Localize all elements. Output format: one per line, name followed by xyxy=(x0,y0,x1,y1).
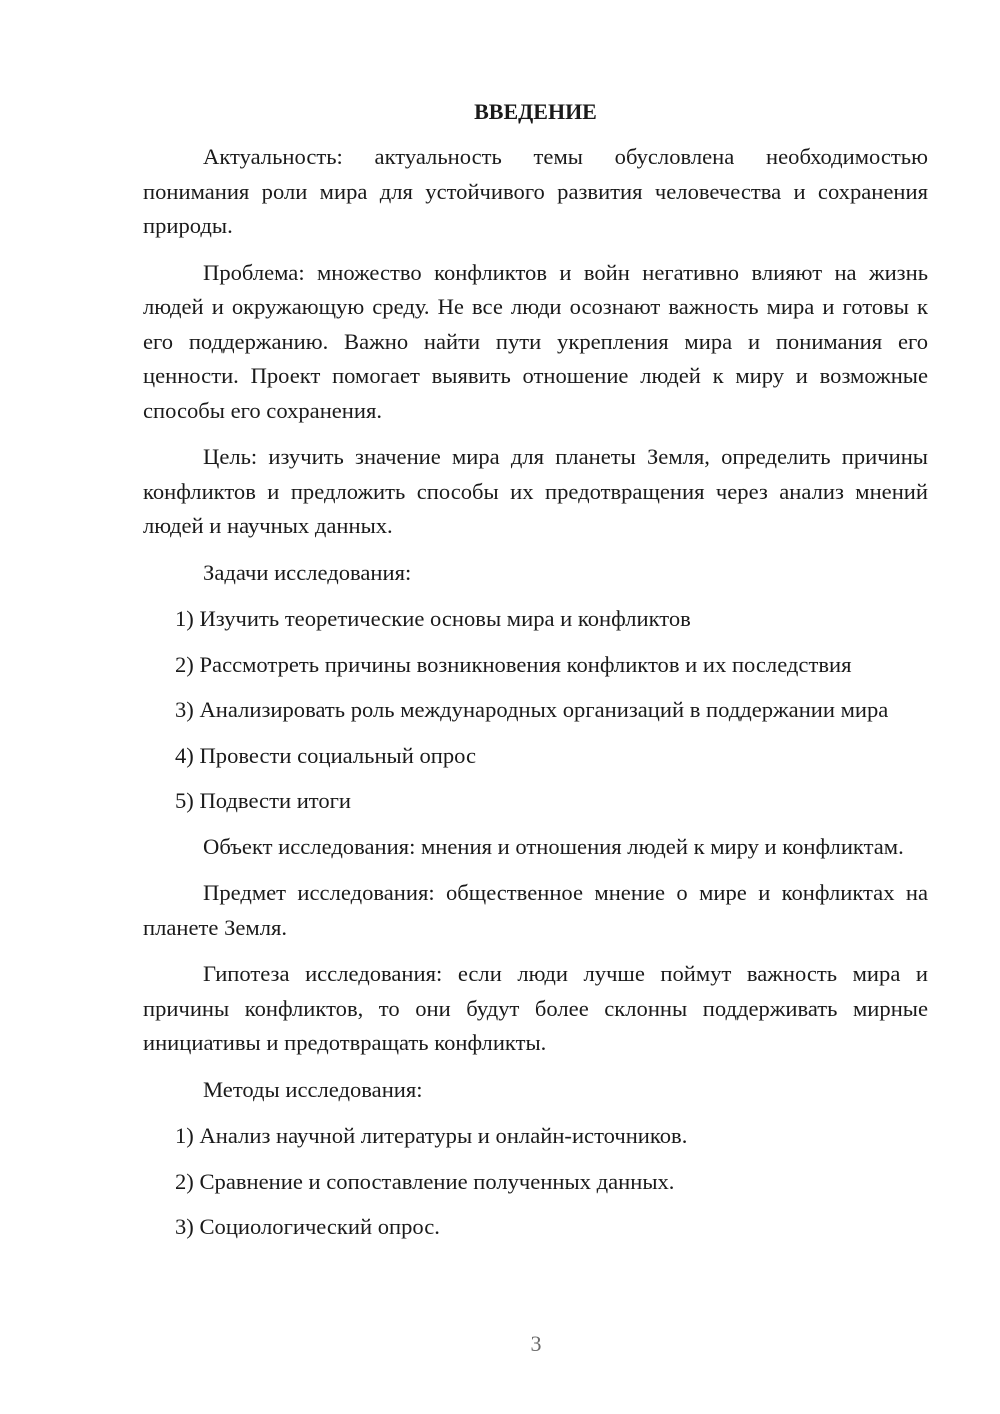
goal-paragraph: Цель: изучить значение мира для планеты Земля, определить причины конфликтов и предложить способы их предотвращения через анализ мнений людей и научных данных. xyxy=(143,444,928,538)
problem-paragraph: Проблема: множество конфликтов и войн негативно влияют на жизнь людей и окружающую среду. Не все люди осознают важность мира и готовы к его поддержанию. Важно найти пути укрепления мира и понимания его ценности. Проект помогает выявить отношение людей к миру и возможные способы его сохранения. xyxy=(143,259,928,423)
task-item: 4) Провести социальный опрос xyxy=(175,742,477,768)
document-page xyxy=(143,95,928,1256)
hypothesis-paragraph: Гипотеза исследования: если люди лучше поймут важность мира и причины конфликтов, то они будут более склонны поддерживать мирные инициативы и предотвращать конфликты. xyxy=(143,961,928,1055)
method-item: 1) Анализ научной литературы и онлайн-источников. xyxy=(175,1123,688,1148)
object-paragraph: Объект исследования: мнения и отношения людей к миру и конфликтам. xyxy=(203,833,904,859)
methods-heading: Методы исследования: xyxy=(203,1076,423,1102)
task-item: 5) Подвести итоги xyxy=(175,788,352,813)
section-title: ВВЕДЕНИЕ xyxy=(474,99,597,124)
subject-paragraph: Предмет исследования: общественное мнение о мире и конфликтах на планете Земля. xyxy=(143,880,928,940)
method-item: 3) Социологический опрос. xyxy=(175,1214,440,1239)
page-number: 3 xyxy=(530,1331,542,1356)
method-item: 2) Сравнение и сопоставление полученных данных. xyxy=(175,1168,675,1194)
task-item: 2) Рассмотреть причины возникновения конфликтов и их последствия xyxy=(175,651,852,677)
task-item: 3) Анализировать роль международных организаций в поддержании мира xyxy=(175,697,889,722)
relevance-paragraph: Актуальность: актуальность темы обусловлена необходимостью понимания роли мира для устойчивого развития человечества и сохранения природы. xyxy=(143,144,928,238)
tasks-heading: Задачи исследования: xyxy=(203,559,412,585)
task-item: 1) Изучить теоретические основы мира и конфликтов xyxy=(175,606,691,631)
